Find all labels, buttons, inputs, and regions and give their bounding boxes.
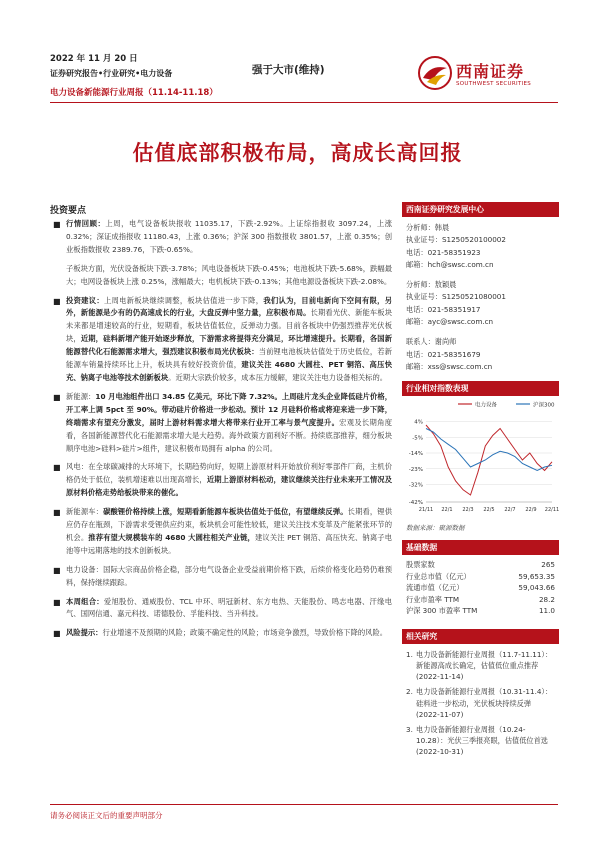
analyst-line: 执业证号：S1250521080001 xyxy=(406,292,506,302)
basic-row: 行业总市值（亿元） 59,653.35 xyxy=(406,571,555,581)
analyst-line: 执业证号：S1250520100002 xyxy=(406,235,506,245)
para-sub-sectors: 子板块方面，光伏设备板块下跌-3.78%；风电设备板块下跌-0.45%；电池板块下跌-5.68%，跌幅最大；电网设备板块上涨 0.25%，涨幅最大；电机板块下跌-0.13%；其他电源设备板块下跌-2.08%。 xyxy=(66,263,392,286)
y-tick-label: -5% xyxy=(412,435,423,442)
company-logo xyxy=(418,52,558,96)
para-portfolio: ■ 本周组合：爱旭股份、通威股份、TCL 中环、明冠新材、东方电热、天能股份、鸣志电器、汗缘电气、国网信通、嘉元科技、诺德股份、孚能科技、当升科技。 xyxy=(53,596,393,619)
para-market-review: ■ 行情回顾：上周，电气设备板块报收 11035.17，下跌-2.92%。上证综指报收 3097.24，上涨 0.32%；深证成指报收 11180.43，上涨 0.36%；沪深 300 指数报收 3801.57，上涨 0.35%；创业板指数报收 2389.76，下跌-0.65%。 xyxy=(53,219,392,254)
footer-divider xyxy=(50,804,558,805)
para-power-equipment: ■ 电力设备：国际大宗商品价格企稳，部分电气设备企业受益前期价格下跌，后续价格变化趋势仍难预料，保持继续跟踪。 xyxy=(53,564,393,587)
report-series: 电力设备新能源行业周报（11.14-11.18） xyxy=(50,88,218,98)
analyst-email[interactable]: 邮箱：hch@swsc.com.cn xyxy=(406,259,494,269)
related-heading: 相关研究 xyxy=(402,629,559,644)
contact-line: 联系人：谢尚师 xyxy=(406,337,457,347)
trend-heading: 行业相对指数表现 xyxy=(402,381,559,396)
basic-row: 沪深 300 市盈率 TTM 11.0 xyxy=(406,606,555,616)
legend-label: 沪深300 xyxy=(533,402,555,409)
chart-source: 数据来源：聚源数据 xyxy=(406,524,465,533)
y-tick-label: -42% xyxy=(408,500,423,507)
team-heading: 西南证券研究发展中心 xyxy=(402,202,559,217)
related-section xyxy=(402,629,559,758)
x-tick-label: 22/1 xyxy=(441,507,453,514)
sidebar xyxy=(402,202,559,758)
trend-section xyxy=(402,381,559,532)
y-tick-label: -32% xyxy=(408,482,423,489)
x-tick-label: 22/9 xyxy=(525,507,537,514)
bullet-icon: ■ xyxy=(53,220,61,229)
analyst-2 xyxy=(402,271,559,328)
logo-text-en: SOUTHWEST SECURITIES xyxy=(456,81,532,87)
related-item[interactable]: 2. 电力设备新能源行业周报（10.31-11.4）：硅料进一步松动，光伏板块持续反弹 (2022-11-07) xyxy=(406,687,553,719)
y-tick-label: -23% xyxy=(408,467,423,474)
analyst-email[interactable]: 邮箱：ayc@swsc.com.cn xyxy=(406,317,494,327)
series-line xyxy=(426,429,552,471)
bullet-icon: ■ xyxy=(53,508,61,518)
contact-email[interactable]: 邮箱：xss@swsc.com.cn xyxy=(406,361,493,371)
contact xyxy=(402,328,559,373)
logo-text: 西南证券 xyxy=(456,62,525,81)
basic-row: 股票家数 265 xyxy=(406,560,555,570)
bullet-icon: ■ xyxy=(53,296,61,306)
basic-row: 流通市值（亿元） 59,043.66 xyxy=(406,583,555,593)
para-wind-power: ■ 风电：在全球碳减排的大环境下，长期趋势向好，短期上游原材料开始放价利好零部件厂商，主机价格仍处于低位，装机增速难以出现高增长，近期上游原材料松动，建议继续关注行业未来开工情况及原材料价格走势给板块带来的催化。 xyxy=(53,462,393,498)
x-tick-label: 22/5 xyxy=(483,507,495,514)
header-divider xyxy=(50,102,558,103)
y-tick-label: 4% xyxy=(414,419,423,426)
analyst-line: 分析师：韩晨 xyxy=(406,223,450,232)
main-content xyxy=(50,218,392,640)
x-tick-label: 22/3 xyxy=(462,507,474,514)
trend-chart xyxy=(402,396,559,521)
industry-rating: 强于大市(维持) xyxy=(252,64,325,76)
analyst-line: 分析师：敖颖晨 xyxy=(406,280,457,290)
bullet-icon: ■ xyxy=(53,597,61,607)
x-tick-label: 22/11 xyxy=(544,507,559,514)
report-date: 2022 年 11 月 20 日 xyxy=(50,54,138,64)
para-risk: ■ 风险提示：行业增速不及预期的风险；政策不确定性的风险；市场竞争激烈，导致价格下降的风险。 xyxy=(50,627,392,640)
report-type: 证券研究报告•行业研究•电力设备 xyxy=(50,69,173,78)
analyst-1 xyxy=(402,217,559,271)
bullet-icon: ■ xyxy=(53,629,61,639)
basic-row: 行业市盈率 TTM 28.2 xyxy=(406,594,555,604)
para-new-energy: ■ 新能源：10 月电池组件出口 34.85 亿美元，环比下降 7.32%。上周硅片龙头企业降低硅片价格，开工率上调 5pct 至 90%。带动硅片价格进一步松动。预计 12 月硅料价格或将迎来进一步下降，终端需求有望充分激发，届时上游材料需求增大将带来行业开工率与景气度提升。宏观及长期角度看，各国新能源替代化石能源需求增大是大趋势。海外政策方面利好不断。持续底部推荐，细分板块顺序电池>硅料>硅片>组件，建议积极布局拥有 alpha 的公司。 xyxy=(53,391,392,453)
basic-heading: 基础数据 xyxy=(402,540,559,555)
basic-data-section xyxy=(402,540,559,617)
para-investment-advice: ■ 投资建议：上周电新板块继续调整，板块估值进一步下降，我们认为，目前电新向下空间有限，另外，新能源是少有的仍高速成长的行业，大盘反弹中坚力量，应积极布局。长期看光伏、新能车板块未来都是增速较高的行业，短期看，板块估值低位，反弹动力强。目前各板块中仍强烈推荐光伏板块，近期，硅料新增产能开始逐步释放，下游需求将提得充分满足，环比增速提升。长期看，各国新能源替代化石能源需求增大，强烈建议积极布局光伏板块：当前锂电池板块估值处于历史低位，若新能源车销量持续环比上升，板块具有较好投资价值，建议关注 4680 大圆柱、PET 铜箔、高压快充、钠离子电池等技术创新板块。近期大宗跌价较多，成本压力缓解，建议关注电力设备相关标的。 xyxy=(53,295,393,382)
x-tick-label: 21/11 xyxy=(418,507,434,514)
bullet-icon: ■ xyxy=(53,392,61,402)
analyst-line: 电话：021-58351917 xyxy=(406,304,481,314)
related-item[interactable]: 1. 电力设备新能源行业周报（11.7-11.11）：新能源高成长确定，估值低位重点推荐 (2022-11-14) xyxy=(406,649,553,682)
logo-emblem-icon xyxy=(418,56,452,90)
report-title: 估值底部积极布局，高成长高回报 xyxy=(132,140,463,165)
x-tick-label: 22/7 xyxy=(504,507,516,514)
trend-chart-svg xyxy=(402,396,559,521)
analyst-line: 电话：021-58351923 xyxy=(406,247,481,257)
legend-label: 电力设备 xyxy=(475,402,498,409)
bullet-icon: ■ xyxy=(53,463,61,473)
bullet-icon: ■ xyxy=(53,565,61,575)
footer-disclaimer: 请务必阅读正文后的重要声明部分 xyxy=(50,811,163,820)
para-ev: ■ 新能源车：碳酸锂价格持续上涨，短期看新能源车板块估值处于低位，有望继续反弹。长期看，锂供应仍存在瓶颈，下游需求受锂供应约束，板块机会可能性较低，建议关注技术变革及产能紧张环节的机会。推荐有望大规模装车的 4680 大圆柱相关产业链，建议关注 PET 铜箔、高压快充、钠离子电池等中远期落地的技术创新板块。 xyxy=(53,507,393,555)
y-tick-label: -14% xyxy=(408,451,423,458)
contact-line: 电话：021-58351679 xyxy=(406,349,481,359)
related-item[interactable]: 3. 电力设备新能源行业周报（10.24-10.28）：光伏三季报亮眼，估值低位首选 (2022-10-31) xyxy=(406,724,548,757)
section-heading: 投资要点 xyxy=(50,206,87,216)
